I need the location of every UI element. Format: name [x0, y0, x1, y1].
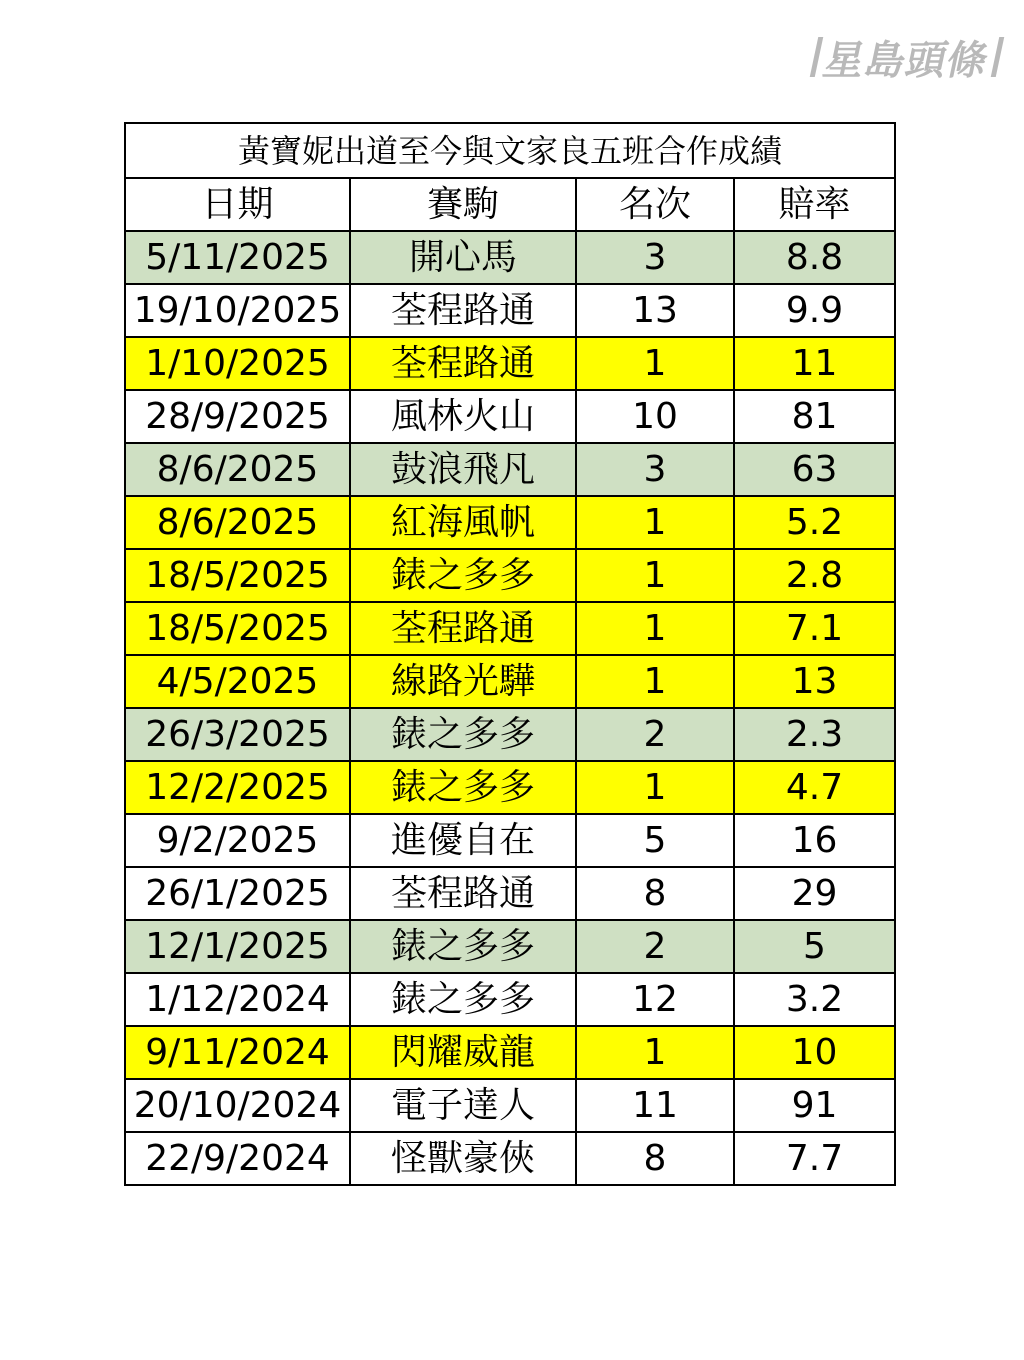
table-row [125, 602, 895, 655]
table-row [125, 337, 895, 390]
watermark-logo [808, 32, 1006, 82]
cell-odds: 91 [734, 1079, 895, 1132]
table-row [125, 549, 895, 602]
cell-horse: 錶之多多 [350, 708, 576, 761]
table-row [125, 708, 895, 761]
cell-horse: 進優自在 [350, 814, 576, 867]
cell-place: 8 [576, 867, 734, 920]
cell-odds: 5.2 [734, 496, 895, 549]
cell-odds: 29 [734, 867, 895, 920]
cell-odds: 7.7 [734, 1132, 895, 1185]
cell-place: 1 [576, 1026, 734, 1079]
table-row [125, 496, 895, 549]
header-odds: 賠率 [734, 178, 895, 231]
cell-place: 12 [576, 973, 734, 1026]
cell-odds: 5 [734, 920, 895, 973]
title-row [125, 123, 895, 178]
cell-odds: 16 [734, 814, 895, 867]
cell-horse: 荃程路通 [350, 602, 576, 655]
cell-place: 1 [576, 655, 734, 708]
cell-horse: 錶之多多 [350, 761, 576, 814]
cell-horse: 紅海風帆 [350, 496, 576, 549]
table-row [125, 655, 895, 708]
table-row [125, 1026, 895, 1079]
cell-date: 9/2/2025 [125, 814, 350, 867]
cell-horse: 荃程路通 [350, 284, 576, 337]
logo-text: 星島頭條 [819, 37, 994, 84]
cell-odds: 81 [734, 390, 895, 443]
cell-date: 8/6/2025 [125, 496, 350, 549]
cell-horse: 鼓浪飛凡 [350, 443, 576, 496]
results-table [124, 122, 896, 1186]
cell-odds: 2.3 [734, 708, 895, 761]
cell-place: 1 [576, 761, 734, 814]
table-row [125, 231, 895, 284]
cell-place: 1 [576, 337, 734, 390]
cell-odds: 8.8 [734, 231, 895, 284]
cell-date: 1/10/2025 [125, 337, 350, 390]
cell-place: 1 [576, 496, 734, 549]
cell-date: 18/5/2025 [125, 602, 350, 655]
cell-odds: 2.8 [734, 549, 895, 602]
cell-date: 5/11/2025 [125, 231, 350, 284]
cell-horse: 荃程路通 [350, 337, 576, 390]
table-row [125, 761, 895, 814]
table-title: 黃寶妮出道至今與文家良五班合作成績 [125, 123, 895, 178]
cell-horse: 錶之多多 [350, 549, 576, 602]
cell-horse: 風林火山 [350, 390, 576, 443]
cell-odds: 3.2 [734, 973, 895, 1026]
cell-horse: 電子達人 [350, 1079, 576, 1132]
header-date: 日期 [125, 178, 350, 231]
cell-horse: 怪獸豪俠 [350, 1132, 576, 1185]
cell-place: 2 [576, 920, 734, 973]
cell-date: 28/9/2025 [125, 390, 350, 443]
header-horse: 賽駒 [350, 178, 576, 231]
cell-date: 12/1/2025 [125, 920, 350, 973]
table-row [125, 1132, 895, 1185]
cell-place: 1 [576, 602, 734, 655]
cell-date: 19/10/2025 [125, 284, 350, 337]
table-row [125, 1079, 895, 1132]
header-row [125, 178, 895, 231]
cell-place: 2 [576, 708, 734, 761]
cell-odds: 11 [734, 337, 895, 390]
cell-horse: 線路光驊 [350, 655, 576, 708]
cell-date: 8/6/2025 [125, 443, 350, 496]
cell-odds: 63 [734, 443, 895, 496]
cell-place: 8 [576, 1132, 734, 1185]
cell-place: 3 [576, 443, 734, 496]
cell-place: 1 [576, 549, 734, 602]
cell-odds: 7.1 [734, 602, 895, 655]
cell-date: 26/1/2025 [125, 867, 350, 920]
cell-date: 1/12/2024 [125, 973, 350, 1026]
cell-date: 26/3/2025 [125, 708, 350, 761]
logo-bar-right [991, 37, 1005, 77]
cell-date: 12/2/2025 [125, 761, 350, 814]
cell-horse: 開心馬 [350, 231, 576, 284]
table-row [125, 867, 895, 920]
cell-date: 4/5/2025 [125, 655, 350, 708]
cell-odds: 10 [734, 1026, 895, 1079]
cell-horse: 錶之多多 [350, 973, 576, 1026]
table-row [125, 920, 895, 973]
table-body [125, 231, 895, 1185]
table-row [125, 443, 895, 496]
cell-horse: 閃耀威龍 [350, 1026, 576, 1079]
cell-odds: 13 [734, 655, 895, 708]
cell-odds: 4.7 [734, 761, 895, 814]
cell-date: 9/11/2024 [125, 1026, 350, 1079]
header-place: 名次 [576, 178, 734, 231]
cell-place: 3 [576, 231, 734, 284]
cell-horse: 錶之多多 [350, 920, 576, 973]
cell-date: 20/10/2024 [125, 1079, 350, 1132]
cell-place: 10 [576, 390, 734, 443]
cell-place: 11 [576, 1079, 734, 1132]
table-row [125, 973, 895, 1026]
cell-date: 22/9/2024 [125, 1132, 350, 1185]
table-row [125, 390, 895, 443]
cell-odds: 9.9 [734, 284, 895, 337]
cell-place: 5 [576, 814, 734, 867]
cell-horse: 荃程路通 [350, 867, 576, 920]
table-row [125, 814, 895, 867]
table-row [125, 284, 895, 337]
cell-place: 13 [576, 284, 734, 337]
cell-date: 18/5/2025 [125, 549, 350, 602]
